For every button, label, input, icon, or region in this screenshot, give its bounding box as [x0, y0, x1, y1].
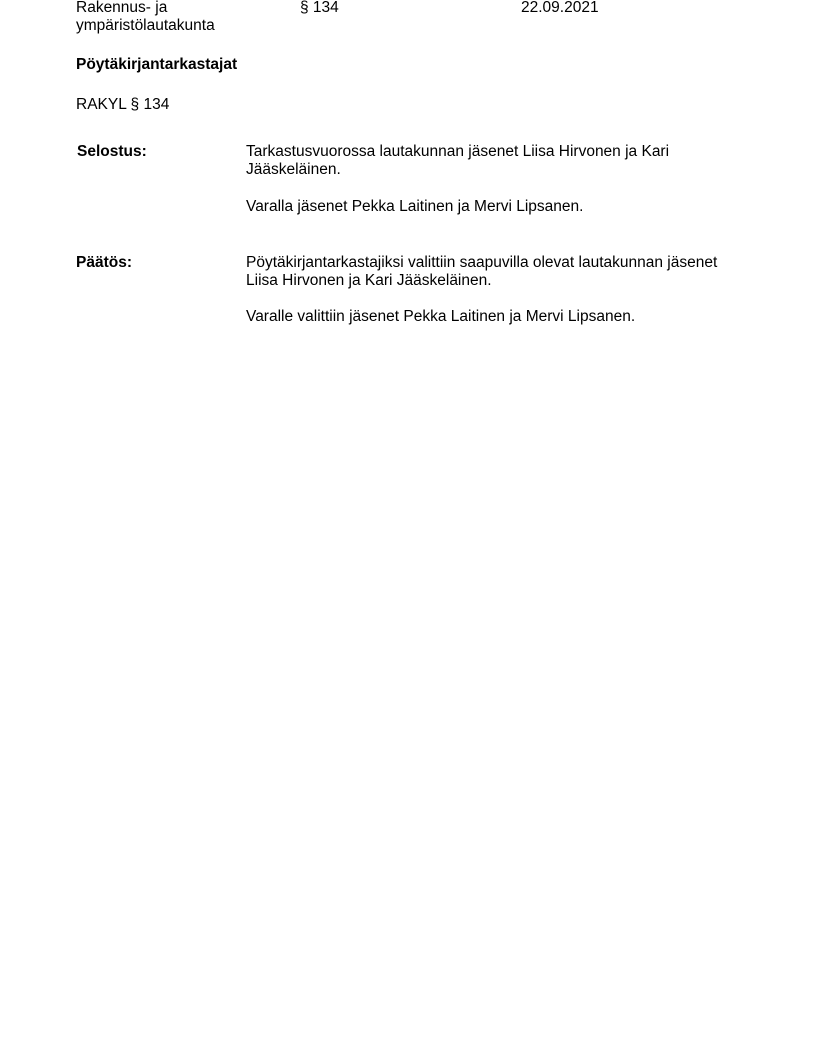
committee-name [76, 0, 215, 35]
paatos-label: Päätös: [76, 254, 132, 271]
page-title: Pöytäkirjantarkastajat [76, 56, 238, 73]
paatos-paragraph-2: Varalle valittiin jäsenet Pekka Laitinen ja Mervi Lipsanen. [246, 308, 636, 325]
selostus-label: Selostus: [77, 143, 147, 160]
section-number: § 134 [300, 0, 339, 16]
committee-name-line1: Rakennus- ja [76, 0, 168, 16]
selostus-p1-line1: Tarkastusvuorossa lautakunnan jäsenet Liisa Hirvonen ja Kari [246, 143, 670, 160]
selostus-paragraph-1 [246, 143, 669, 179]
paatos-paragraph-1 [246, 254, 717, 290]
paatos-p1-line2: Liisa Hirvonen ja Kari Jääskeläinen. [246, 272, 492, 289]
committee-name-line2: ympäristölautakunta [76, 17, 215, 34]
reference-code: RAKYL § 134 [76, 96, 170, 113]
paatos-p1-line1: Pöytäkirjantarkastajiksi valittiin saapuvilla olevat lautakunnan jäsenet [246, 254, 718, 271]
selostus-paragraph-2: Varalla jäsenet Pekka Laitinen ja Mervi Lipsanen. [246, 198, 584, 215]
selostus-p1-line2: Jääskeläinen. [246, 161, 341, 178]
meeting-date: 22.09.2021 [521, 0, 599, 16]
